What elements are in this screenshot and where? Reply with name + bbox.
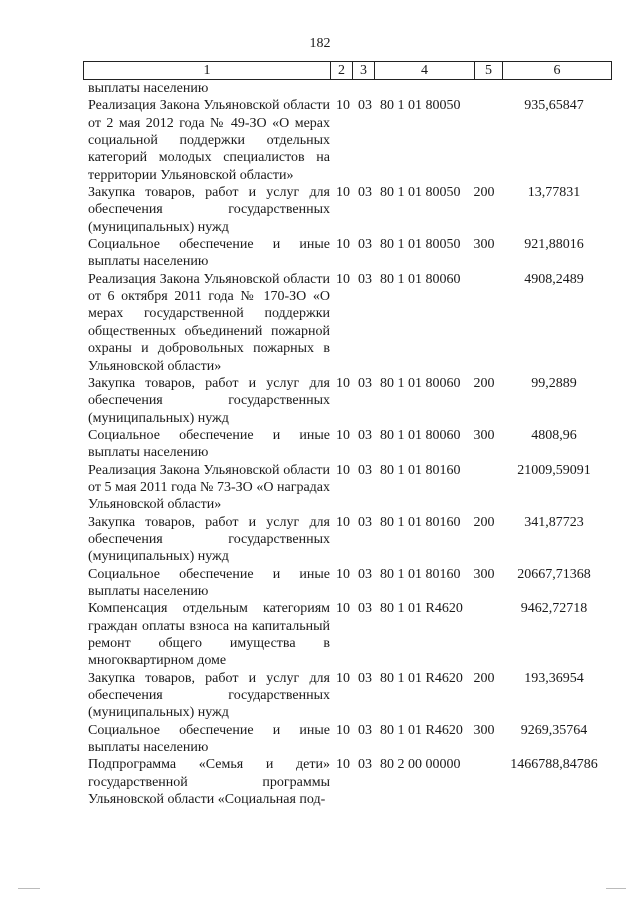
row-subsection: 03 [358,514,372,530]
row-expense-type: 200 [473,185,495,201]
row-target-code: 80 1 01 R4620 [380,670,463,686]
row-amount: 921,88016 [524,237,584,253]
header-col-6: 6 [503,62,612,80]
row-subsection: 03 [358,601,372,617]
row-subsection: 03 [358,722,372,738]
row-subsection: 03 [358,271,372,287]
row-subsection: 03 [358,670,372,686]
header-col-4: 4 [375,62,475,80]
table-row [0,670,640,722]
row-expense-type: 200 [473,670,495,686]
row-target-code: 80 1 01 80160 [380,514,461,530]
row-subsection: 03 [358,566,372,582]
row-section: 10 [336,237,350,253]
row-section: 10 [336,670,350,686]
table-row [0,566,640,601]
header-col-2: 2 [331,62,353,80]
row-expense-type: 300 [473,237,495,253]
row-description: Закупка товаров, работ и услуг для обеспечения государственных (муниципальных) нужд [88,185,330,235]
row-description: Реализация Закона Ульяновской области от 2 мая 2012 года № 49-ЗО «О мерах социальной поддержки отдельных категорий молодых специалистов на территории Ульяновской области» [88,98,330,183]
row-description: Социальное обеспечение и иные выплаты населению [88,722,330,756]
row-subsection: 03 [358,427,372,443]
row-amount: 21009,59091 [517,462,591,478]
row-section: 10 [336,514,350,530]
row-target-code: 80 1 01 80050 [380,185,461,201]
row-amount: 99,2889 [531,375,577,391]
row-description: Закупка товаров, работ и услуг для обеспечения государственных (муниципальных) нужд [88,375,330,426]
row-amount: 9462,72718 [520,601,588,617]
row-description: Реализация Закона Ульяновской области от 5 мая 2011 года № 73-ЗО «О наградах Ульяновской области» [88,462,330,513]
row-subsection: 03 [358,237,372,253]
row-amount: 4808,96 [531,427,577,443]
row-description: Подпрограмма «Семья и дети» государственной программы Ульяновской области «Социальная под- [88,757,330,808]
row-section: 10 [336,271,350,287]
table-row [0,427,640,462]
row-target-code: 80 1 01 80050 [380,237,461,253]
row-section: 10 [336,98,350,114]
page-number: 182 [309,36,331,51]
table-row [0,462,640,514]
row-target-code: 80 1 01 R4620 [380,601,463,617]
row-amount: 13,77831 [527,185,581,201]
row-target-code: 80 1 01 80060 [380,271,461,287]
table-row [0,722,640,757]
row-description: Закупка товаров, работ и услуг для обеспечения государственных (муниципальных) нужд [88,514,330,565]
row-subsection: 03 [358,462,372,478]
row-target-code: 80 1 01 80160 [380,462,461,478]
table-row [0,97,640,184]
header-col-5: 5 [475,62,503,80]
row-subsection: 03 [358,185,372,201]
row-section: 10 [336,722,350,738]
scan-edge-mark [18,888,40,889]
row-subsection: 03 [358,98,372,114]
row-amount: 1466788,84786 [510,757,598,773]
row-description: выплаты населению [88,81,209,96]
row-section: 10 [336,185,350,201]
scan-edge-mark [606,888,626,889]
row-amount: 935,65847 [524,98,584,114]
row-amount: 9269,35764 [520,722,588,738]
row-amount: 20667,71368 [517,566,591,582]
table-row [0,80,640,97]
row-expense-type: 300 [473,722,495,738]
row-section: 10 [336,462,350,478]
row-description: Социальное обеспечение и иные выплаты населению [88,427,330,461]
row-subsection: 03 [358,757,372,773]
table-row [0,271,640,375]
row-amount: 193,36954 [524,670,584,686]
row-section: 10 [336,601,350,617]
header-col-1: 1 [84,62,331,80]
row-subsection: 03 [358,375,372,391]
row-target-code: 80 1 01 80060 [380,427,461,443]
row-section: 10 [336,566,350,582]
table-header [83,61,612,80]
budget-table-body [0,80,640,808]
row-description: Социальное обеспечение и иные выплаты населению [88,237,330,270]
row-section: 10 [336,427,350,443]
row-expense-type: 200 [473,375,495,391]
row-section: 10 [336,757,350,773]
table-row [0,236,640,271]
row-expense-type: 300 [473,427,495,443]
table-row [0,600,640,669]
row-target-code: 80 1 01 80060 [380,375,461,391]
row-target-code: 80 2 00 00000 [380,757,461,773]
header-col-3: 3 [353,62,375,80]
row-expense-type: 300 [473,566,495,582]
row-amount: 341,87723 [524,514,584,530]
table-row [0,514,640,566]
row-target-code: 80 1 01 80050 [380,98,461,114]
table-row [0,184,640,236]
row-expense-type: 200 [473,514,495,530]
table-row [0,375,640,427]
row-description: Компенсация отдельным категориям граждан оплаты взноса на капитальный ремонт общего имущества в многоквартирном доме [88,601,330,669]
row-description: Реализация Закона Ульяновской области от 6 октября 2011 года № 170-ЗО «О мерах государственной поддержки общественных объединений пожарной охраны и добровольных пожарных в Ульяновской области» [88,271,330,374]
row-target-code: 80 1 01 R4620 [380,722,463,738]
row-amount: 4908,2489 [524,271,584,287]
table-row [0,756,640,808]
row-description: Социальное обеспечение и иные выплаты населению [88,566,330,599]
row-target-code: 80 1 01 80160 [380,566,461,582]
row-section: 10 [336,375,350,391]
row-description: Закупка товаров, работ и услуг для обеспечения государственных (муниципальных) нужд [88,670,330,721]
